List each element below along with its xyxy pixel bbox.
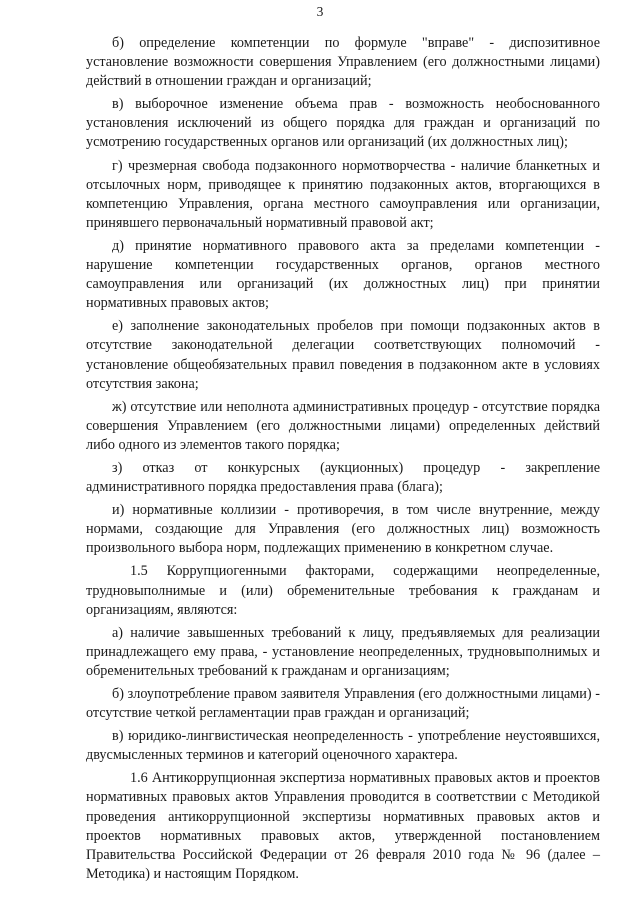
paragraph-i-normative-collisions: и) нормативные коллизии - противоречия, в том числе внутренние, между нормами, создающие для Управления (его должностных лиц) возможность произвольного выбора норм, подлежащих применению в конкретном случае. (86, 502, 600, 557)
paragraph-d-outside-competence: д) принятие нормативного правового акта за пределами компетенции - нарушение компетенции государственных органов, органов местного самоуправления или организаций (их должностных лиц) при принятии нормативных правовых актов; (86, 237, 600, 312)
paragraph-g-excessive-freedom: г) чрезмерная свобода подзаконного нормотворчества - наличие бланкетных и отсылочных норм, приводящее к принятию подзаконных актов, вторгающихся в компетенцию Управления, органа местного самоуправления или организации, принявшего первоначальный нормативный правовой акт; (86, 157, 600, 231)
clause-1-5: 1.5 Коррупциогенными факторами, содержащими неопределенные, трудновыполнимые и (или) обременительные требования к гражданам и организациям, являются: (86, 563, 600, 618)
paragraph-e-legislative-gaps: е) заполнение законодательных пробелов при помощи подзаконных актов в отсутствие законодательной делегации соответствующих полномочий - установление общеобязательных правил поведения в подзаконном акте в условиях отсутствия закона; (86, 318, 600, 392)
page-number: 3 (316, 4, 324, 19)
paragraph-b-dispositive: б) определение компетенции по формуле "вправе" - диспозитивное установление возможности совершения Управлением (его должностными лицами) действий в отношении граждан и организаций; (86, 35, 600, 90)
paragraph-z-competitive-procedures: з) отказ от конкурсных (аукционных) процедур - закрепление административного порядка предоставления права (блага); (86, 459, 600, 496)
paragraph-v-linguistic-uncertainty: в) юридико-лингвистическая неопределенность - употребление неустоявшихся, двусмысленных терминов и категорий оценочного характера. (86, 728, 600, 764)
paragraph-b-abuse-of-right: б) злоупотребление правом заявителя Управления (его должностными лицами) - отсутствие четкой регламентации прав граждан и организаций; (86, 686, 600, 722)
paragraph-zh-admin-procedures: ж) отсутствие или неполнота административных процедур - отсутствие порядка совершения Управлением (его должностными лицами) определенных действий либо одного из элементов такого порядка; (86, 398, 600, 453)
paragraph-v-selective-rights: в) выборочное изменение объема прав - возможность необоснованного установления исключений из общего порядка для граждан и организаций по усмотрению государственных органов или организаций (их должностных лиц); (86, 96, 600, 151)
paragraph-a-excessive-requirements: а) наличие завышенных требований к лицу, предъявляемых для реализации принадлежащего ему права, - установление неопределенных, трудновыполнимых и обременительных требований к гражданам и организациям; (86, 624, 600, 679)
clause-1-6: 1.6 Антикоррупционная экспертиза нормативных правовых актов и проектов нормативных правовых актов Управления проводится в соответствии с Методикой проведения антикоррупционной экспертизы нормативных правовых актов и проектов нормативных правовых актов, утвержденной постановлением Правительства Российской Федерации от 26 февраля 2010 года № 96 (далее – Методика) и настоящим Порядком. (86, 770, 600, 882)
